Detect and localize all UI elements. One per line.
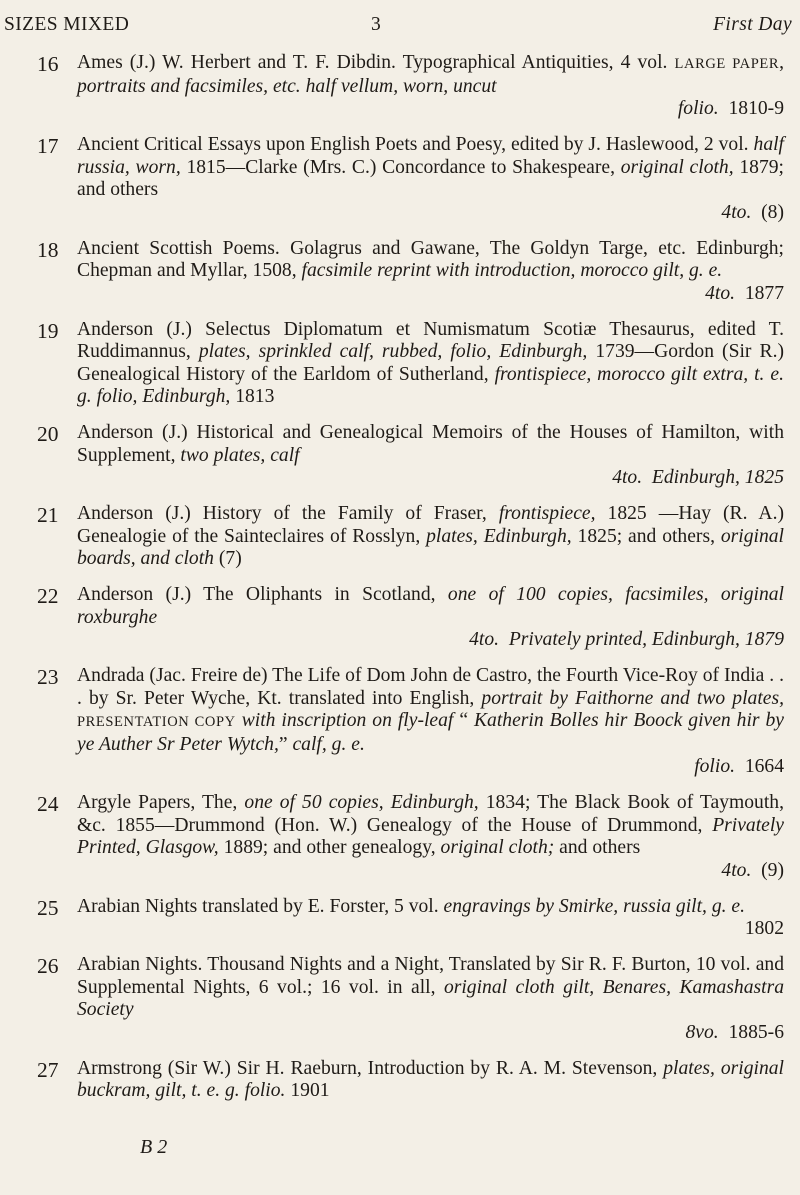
book-format: 4to. (705, 282, 736, 304)
entry-text: , (779, 52, 784, 73)
publication-date: Privately printed, Edinburgh, 1879 (508, 629, 784, 650)
book-format: 4to. (612, 467, 643, 488)
entry-text: Privately Printed, Glasgow, (77, 814, 784, 858)
publication-date: (9) (761, 859, 784, 881)
entry-text: and others (554, 837, 641, 858)
entry-text: plates, sprinkled calf, rubbed, folio, Edinburgh, (198, 341, 588, 362)
entry-description (77, 52, 784, 121)
entry-text: Arabian Nights translated by E. Forster, 5 vol. (77, 895, 444, 917)
publication-date: Edinburgh, 1825 (651, 467, 784, 488)
entry-text: ” (278, 733, 293, 755)
entry-text: portrait by Faithorne and two plates, (481, 687, 784, 709)
entry-text: 1889; and other genealogy, (218, 837, 441, 858)
book-format: 4to. (469, 629, 500, 650)
format-and-date (77, 202, 784, 225)
entry-description (77, 238, 784, 306)
publication-date: 1877 (744, 282, 784, 304)
entry-text: 1834; The Black Book of Taymouth, &c. 1855—Drummond (Hon. W.) Genealogy of the House of Drummond, (77, 792, 784, 836)
entry-text: Anderson (J.) Selectus Diplomatum et Numismatum Scotiæ Thesaurus, edited T. Ruddimannus, (77, 318, 784, 362)
entry-text: LARGE PAPER (674, 56, 780, 72)
entry-text: 1739—Gordon (Sir R.) Genealogical History of the Earldom of Sutherland, (77, 341, 784, 385)
format-and-date (77, 629, 784, 652)
publication-date: 1810-9 (728, 98, 784, 119)
book-format: folio. (677, 98, 719, 119)
entry-text: half russia, worn, (77, 134, 784, 178)
entry-description (77, 134, 784, 224)
entry-text: with inscription on fly-leaf (241, 710, 454, 731)
entry-text: facsimile reprint with introduction, morocco gilt, g. e. (301, 260, 723, 281)
catalogue-entry (0, 1058, 800, 1103)
header-section: SIZES MIXED (4, 14, 130, 35)
entry-description (77, 584, 784, 652)
lot-number: 20 (37, 422, 59, 446)
format-and-date (77, 918, 784, 941)
signature-mark: B 2 (140, 1136, 168, 1158)
entry-text: Arabian Nights. Thousand Nights and a Night, Translated by Sir R. F. Burton, 10 vol. and Supplemental Nights, 6 vol.; 16 vol. in all, (77, 954, 784, 998)
entry-text: one of 100 copies, facsimiles, original roxburghe (77, 584, 784, 628)
lot-number: 26 (37, 954, 59, 978)
publication-date: 1664 (744, 756, 784, 777)
lot-number: 25 (37, 895, 59, 920)
entry-text: Armstrong (Sir W.) Sir H. Raeburn, Introduction by R. A. M. Stevenson, (77, 1057, 664, 1079)
entry-description (77, 422, 784, 490)
entry-text: 1825 —Hay (R. A.) Genealogie of the Sainteclaires of Rosslyn, (77, 503, 784, 547)
entry-text: engravings by Smirke, russia gilt, g. e. (443, 895, 746, 917)
entry-text: one of 50 copies, Edinburgh, (244, 792, 479, 813)
entry-text: portraits and facsimiles, etc. half vellum, worn, uncut (77, 75, 497, 97)
entry-text: 1813 (230, 386, 275, 407)
catalogue-entry (0, 954, 800, 1044)
book-format: folio. (694, 756, 736, 777)
format-and-date (77, 283, 784, 306)
entry-text: original boards, and cloth (77, 525, 784, 569)
catalogue-entry (0, 896, 800, 941)
entry-text: 1825; and others, (571, 525, 721, 547)
publication-date: (8) (761, 201, 784, 223)
catalogue-entry (0, 134, 800, 224)
entry-description (77, 319, 784, 409)
entry-text: Argyle Papers, The, (77, 792, 245, 813)
entry-text: folio. (244, 1080, 286, 1101)
entry-text: Ancient Scottish Poems. Golagrus and Gawane, The Goldyn Targe, etc. Edinburgh; Chepman and Myllar, 1508, (77, 237, 784, 281)
entry-text: original cloth, (620, 156, 734, 178)
format-and-date (77, 98, 784, 121)
entry-text: 1879; and others (77, 156, 784, 200)
entry-text: plates, original buckram, gilt, t. e. g. (77, 1057, 784, 1101)
lot-number: 21 (37, 503, 59, 527)
format-and-date (77, 467, 784, 490)
catalogue-entries (0, 52, 800, 1116)
entry-description (77, 954, 784, 1044)
catalogue-entry (0, 319, 800, 409)
catalogue-entry (0, 52, 800, 121)
catalogue-entry (0, 422, 800, 490)
format-and-date (77, 1022, 784, 1045)
lot-number: 19 (37, 318, 59, 343)
entry-text: Ancient Critical Essays upon English Poets and Poesy, edited by J. Haslewood, 2 vol. (77, 134, 754, 155)
book-format: 8vo. (685, 1021, 719, 1043)
lot-number: 17 (37, 134, 59, 158)
entry-text: plates, Edinburgh, (426, 525, 572, 547)
running-header (4, 14, 792, 40)
entry-description (77, 503, 784, 571)
entry-text: Katherin Bolles hir Boock given hir by ye Auther Sr Peter Wytch, (77, 710, 784, 755)
entry-text: PRESENTATION COPY (77, 714, 236, 730)
entry-description (77, 1058, 784, 1103)
entry-text: “ (453, 710, 474, 731)
entry-text: Andrada (Jac. Freire de) The Life of Dom John de Castro, the Fourth Vice-Roy of India . . . by Sr. Peter Wyche, Kt. translated into English, (77, 665, 784, 709)
entry-text: calf, g. e. (292, 733, 365, 755)
lot-number: 16 (37, 52, 59, 76)
format-and-date (77, 756, 784, 779)
entry-text: frontispiece, (498, 503, 596, 524)
entry-description (77, 896, 784, 941)
entry-text: (7) (213, 548, 242, 569)
format-and-date (77, 860, 784, 883)
catalogue-entry (0, 584, 800, 652)
book-format: 4to. (721, 201, 752, 223)
header-day: First Day (713, 14, 792, 35)
publication-date: 1885-6 (728, 1021, 784, 1043)
entry-text: original cloth gilt, Benares, Kamashastra Society (77, 976, 784, 1020)
entry-description (77, 792, 784, 882)
lot-number: 27 (37, 1057, 59, 1082)
entry-text: frontispiece, morocco gilt extra, t. e. g. folio, Edinburgh, (77, 363, 784, 407)
lot-number: 23 (37, 665, 59, 689)
entry-text: 1815—Clarke (Mrs. C.) Concordance to Shakespeare, (180, 156, 621, 178)
entry-description (77, 665, 784, 779)
lot-number: 24 (37, 792, 59, 816)
entry-text: Anderson (J.) The Oliphants in Scotland, (77, 584, 448, 605)
entry-text: Anderson (J.) Historical and Genealogical Memoirs of the Houses of Hamilton, with Supplement, (77, 422, 784, 466)
entry-text: 1901 (285, 1080, 330, 1101)
lot-number: 22 (37, 584, 59, 608)
lot-number: 18 (37, 237, 59, 262)
catalogue-entry (0, 503, 800, 571)
book-format: 4to. (721, 859, 752, 881)
catalogue-entry (0, 238, 800, 306)
entry-text: Anderson (J.) History of the Family of Fraser, (77, 503, 499, 524)
entry-text: Ames (J.) W. Herbert and T. F. Dibdin. Typographical Antiquities, 4 vol. (77, 52, 675, 73)
catalogue-entry (0, 792, 800, 882)
entry-text: original cloth; (440, 837, 555, 858)
entry-text: two plates, calf (180, 444, 300, 466)
publication-date: 1802 (744, 918, 784, 939)
catalogue-entry (0, 665, 800, 779)
page-number: 3 (371, 14, 382, 35)
